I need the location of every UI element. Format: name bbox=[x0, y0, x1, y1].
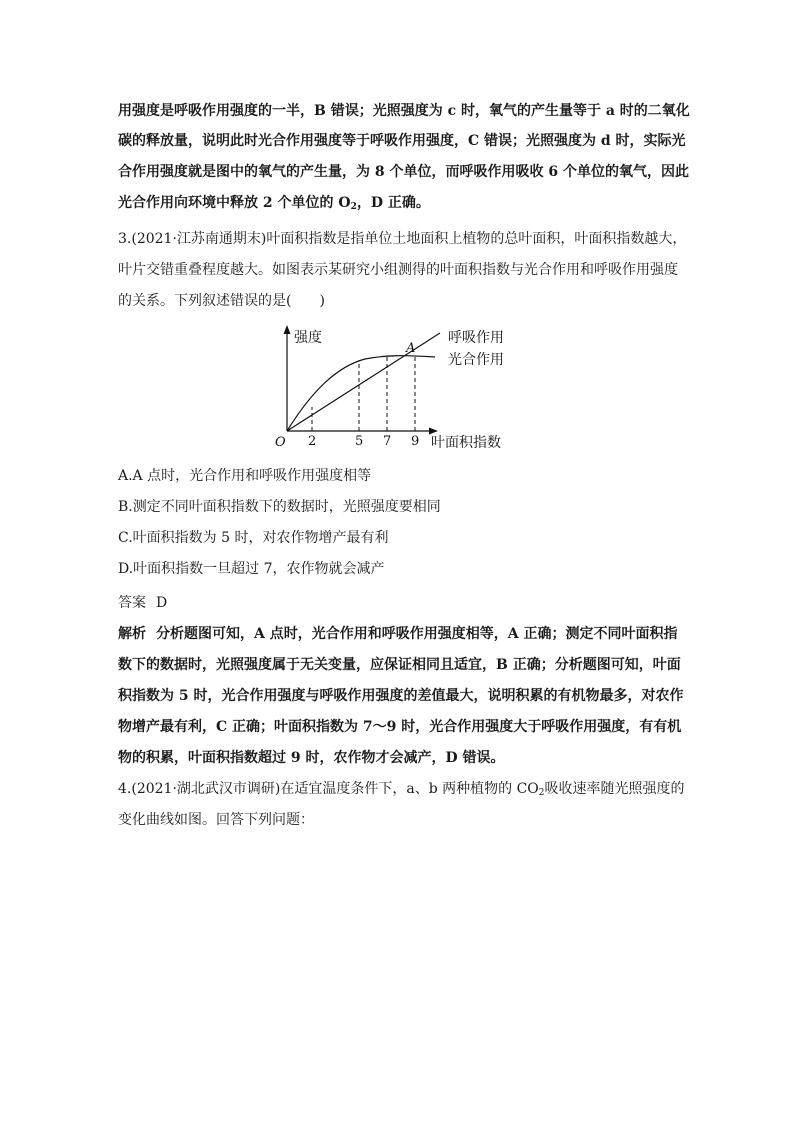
respiration-line bbox=[287, 333, 440, 431]
question4-line1 bbox=[118, 779, 683, 799]
answer-line bbox=[118, 593, 683, 613]
option-b: B.测定不同叶面积指数下的数据时，光照强度要相同 bbox=[118, 499, 441, 515]
chart-svg bbox=[270, 322, 525, 457]
x-axis-arrow bbox=[429, 428, 438, 435]
x-tick-7: 7 bbox=[383, 434, 392, 449]
analysis-line5: 物的积累，叶面积指数超过 9 时，农作物才会减产，D 错误。 bbox=[118, 750, 505, 766]
photosynthesis-label: 光合作用 bbox=[448, 352, 504, 368]
question4-line2: 变化曲线如图。回答下列问题： bbox=[118, 812, 314, 828]
paragraph1-line2: 碳的释放量，说明此时光合作用强度等于呼吸作用强度，C 错误；光照强度为 d 时，实际光 bbox=[118, 133, 686, 149]
origin-label: O bbox=[275, 435, 286, 450]
answer-label: 答案 bbox=[118, 595, 146, 611]
analysis-label: 解析 bbox=[118, 626, 146, 642]
x-tick-9: 9 bbox=[411, 434, 420, 449]
paragraph1-line1: 用强度是呼吸作用强度的一半，B 错误；光照强度为 c 时，氧气的产生量等于 a 时的二氧化 bbox=[118, 103, 690, 119]
point-a-label: A bbox=[406, 341, 416, 356]
question3-line3: 的关系。下列叙述错误的是( ) bbox=[118, 293, 325, 309]
option-a: A.A 点时，光合作用和呼吸作用强度相等 bbox=[118, 468, 372, 484]
x-tick-5: 5 bbox=[355, 434, 364, 449]
photosynthesis-curve bbox=[287, 356, 435, 431]
question4-line1-pre: 4.(2021·湖北武汉市调研)在适宜温度条件下，a、b 两种植物的 CO bbox=[118, 781, 539, 797]
question4-line1-post: 吸收速率随光照强度的 bbox=[544, 781, 685, 797]
x-tick-2: 2 bbox=[308, 434, 317, 449]
figure-leaf-area-index-chart bbox=[270, 322, 525, 457]
paragraph1-line4 bbox=[118, 193, 683, 213]
analysis-line3: 积指数为 5 时，光合作用强度与呼吸作用强度的差值最大，说明积累的有机物最多，对农作 bbox=[118, 688, 684, 704]
respiration-label: 呼吸作用 bbox=[448, 330, 504, 346]
y-axis-arrow bbox=[284, 325, 291, 334]
paragraph1-line3: 合作用强度就是图中的氧气的产生量，为 8 个单位，而呼吸作用吸收 6 个单位的氧气，因此 bbox=[118, 164, 689, 180]
question3-line1: 3.(2021·江苏南通期末)叶面积指数是指单位土地面积上植物的总叶面积，叶面积指数越大， bbox=[118, 231, 687, 247]
x-axis-label: 叶面积指数 bbox=[431, 435, 501, 451]
paragraph1-line4-sub: 2 bbox=[350, 202, 357, 212]
analysis-line4: 物增产最有利，C 正确；叶面积指数为 7～9 时，光合作用强度大于呼吸作用强度，有有机 bbox=[118, 719, 682, 735]
y-axis-label: 强度 bbox=[294, 330, 322, 346]
question4-line1-sub: 2 bbox=[538, 788, 545, 798]
answer-value: D bbox=[156, 595, 168, 611]
option-c: C.叶面积指数为 5 时，对农作物增产最有利 bbox=[118, 530, 389, 546]
analysis-line2: 数下的数据时，光照强度属于无关变量，应保证相同且适宜，B 正确；分析题图可知，叶面 bbox=[118, 657, 681, 673]
paragraph1-line4-post: ，D 正确。 bbox=[356, 195, 430, 211]
option-d: D.叶面积指数一旦超过 7，农作物就会减产 bbox=[118, 561, 385, 577]
analysis-text-1: 分析题图可知，A 点时，光合作用和呼吸作用强度相等，A 正确；测定不同叶面积指 bbox=[156, 626, 678, 642]
paragraph1-line4-pre: 光合作用向环境中释放 2 个单位的 O bbox=[118, 195, 351, 211]
question3-line2: 叶片交错重叠程度越大。如图表示某研究小组测得的叶面积指数与光合作用和呼吸作用强度 bbox=[118, 262, 678, 278]
analysis-line1 bbox=[118, 624, 683, 644]
